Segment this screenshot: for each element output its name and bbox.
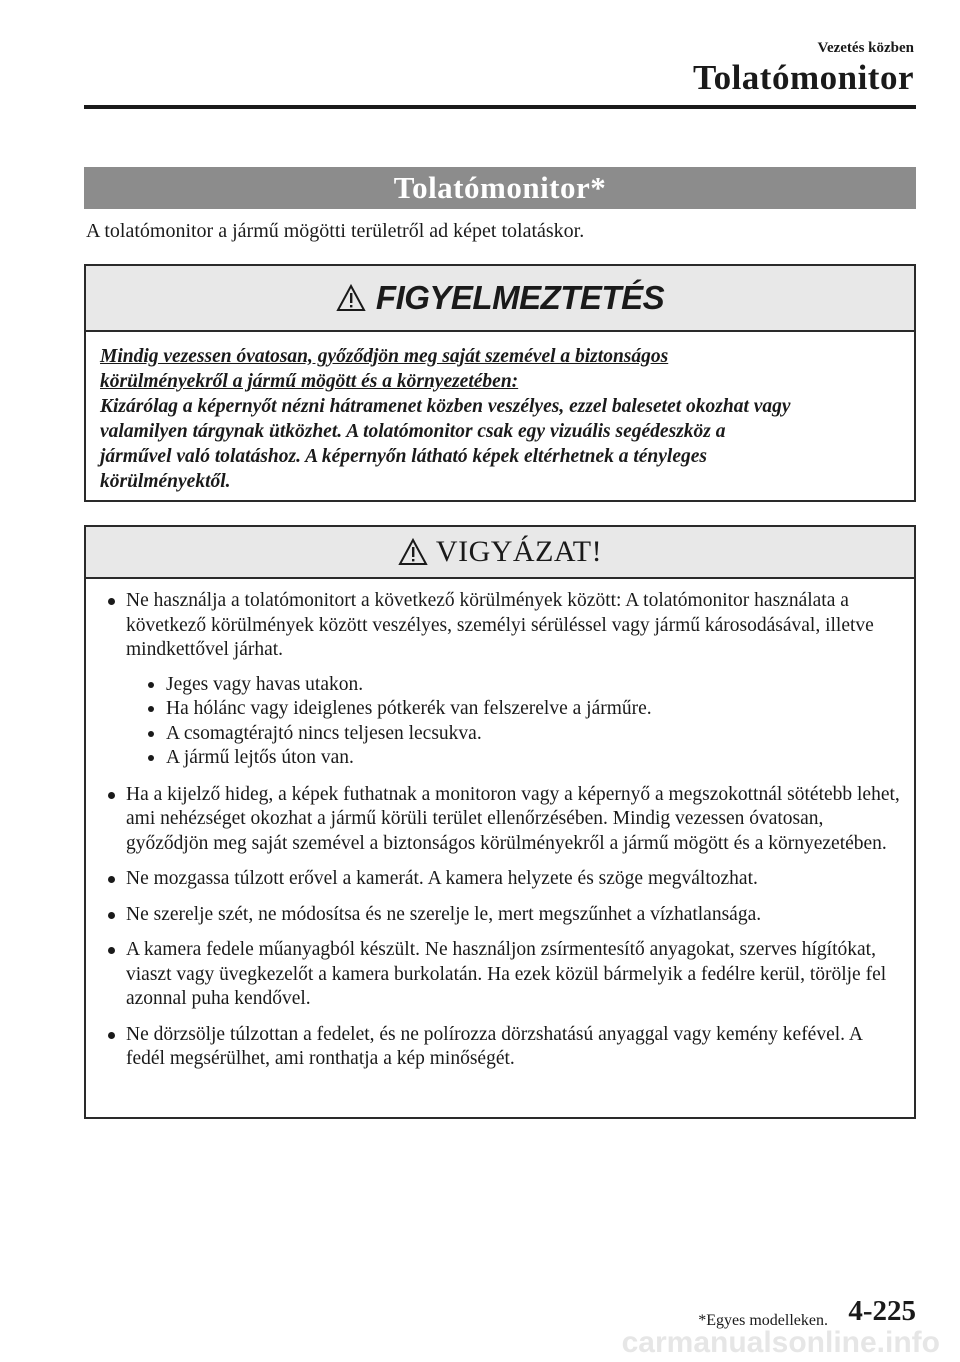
warning-text-line: Kizárólag a képernyőt nézni hátramenet közben veszélyes, ezzel balesetet okozhat vagy [100,396,791,417]
intro-paragraph: A tolatómonitor a jármű mögötti területről ad képet tolatáskor. [86,220,585,242]
caution-bullet-text: Ne szerelje szét, ne módosítsa és ne szerelje le, mert megszűnhet a vízhatlansága. [126,903,762,925]
caution-header [86,527,914,579]
caution-box [84,525,916,1119]
warning-underlined-line: körülményekről a jármű mögött és a környezetében: [100,371,519,392]
caution-bullet [108,867,900,892]
warning-underlined-line: Mindig vezessen óvatosan, győződjön meg saját szemével a biztonságos [100,346,669,367]
sub-bullet-icon [148,755,154,761]
warning-triangle-icon [336,284,366,312]
caution-subitem [144,673,900,698]
warning-title: FIGYELMEZTETÉS [375,279,665,316]
caution-bullet [108,1023,900,1072]
warning-text-line: valamilyen tárgynak ütközhet. A tolatómonitor csak egy vizuális segédeszköz a [100,421,726,442]
caution-bullet [108,903,900,928]
sub-bullet-icon [148,706,154,712]
sub-bullet-icon [148,731,154,737]
caution-bullet-text: Ne dörzsölje túlzottan a fedelet, és ne polírozza dörzshatású anyaggal vagy kemény kefével. A fedél megsérülhet, ami ronthatja a kép minőségét. [126,1023,862,1069]
caution-title: VIGYÁZAT! [435,535,603,568]
warning-text-line: járművel való tolatáshoz. A képernyőn látható képek eltérhetnek a tényleges [100,446,707,467]
bullet-dot-icon [108,1032,115,1039]
caution-bullet-text: Ha a kijelző hideg, a képek futhatnak a monitoron vagy a képernyő a megszokottnál sötétebb lehet, ami nehézséget okozhat a jármű körüli terület ellenőrzésében. Mindig vezessen óvatosan, győződjön meg saját szemével a biztonságos körülményekről a jármű mögött és a környezetében. [126,783,900,854]
caution-body [86,579,914,1072]
watermark: carmanualsonline.info [621,1326,940,1359]
caution-bullet-text: Ne mozgassa túlzott erővel a kamerát. A kamera helyzete és szöge megváltozhat. [126,868,758,889]
caution-subitem-text: Ha hólánc vagy ideiglenes pótkerék van felszerelve a járműre. [166,698,652,719]
caution-subitem [144,746,900,771]
caution-subitem [144,697,900,722]
caution-bullet [108,938,900,1012]
warning-text-line: körülményektől. [100,471,231,492]
warning-box [84,264,916,502]
section-title-banner: Tolatómonitor* [84,167,916,209]
caution-bullet [108,783,900,857]
bullet-dot-icon [108,598,115,605]
caution-sublist [144,673,900,771]
page-number: 4-225 [848,1295,916,1327]
header-divider [84,105,916,109]
bullet-dot-icon [108,912,115,919]
caution-bullet [108,589,900,771]
caution-bullet-text: A kamera fedele műanyagból készült. Ne használjon zsírmentesítő anyagokat, szerves hígítókat, viaszt vagy üvegkezelőt a kamera burkolatán. Ha ezek közül bármelyik a fedélre kerül, törölje fel azonnal puha kendővel. [126,939,887,1009]
running-header-title: Tolatómonitor [692,58,914,97]
caution-subitem-text: A csomagtérajtó nincs teljesen lecsukva. [166,722,482,744]
warning-body [86,332,914,494]
caution-subitem-text: A jármű lejtős úton van. [166,747,354,768]
warning-header [86,266,914,332]
bullet-dot-icon [108,792,115,799]
caution-bullet-text: Ne használja a tolatómonitort a következő körülmények között: A tolatómonitor használata a következő körülmények között veszélyes, személyi sérüléssel vagy jármű károsodásával, illetve mindkettővel járhat. [126,590,874,660]
bullet-dot-icon [108,947,115,954]
caution-triangle-icon [398,538,428,566]
footnote: *Egyes modelleken. [698,1312,828,1329]
caution-subitem [144,722,900,747]
sub-bullet-icon [148,682,154,688]
running-header-section: Vezetés közben [817,40,914,56]
bullet-dot-icon [108,876,115,883]
caution-subitem-text: Jeges vagy havas utakon. [166,673,364,695]
